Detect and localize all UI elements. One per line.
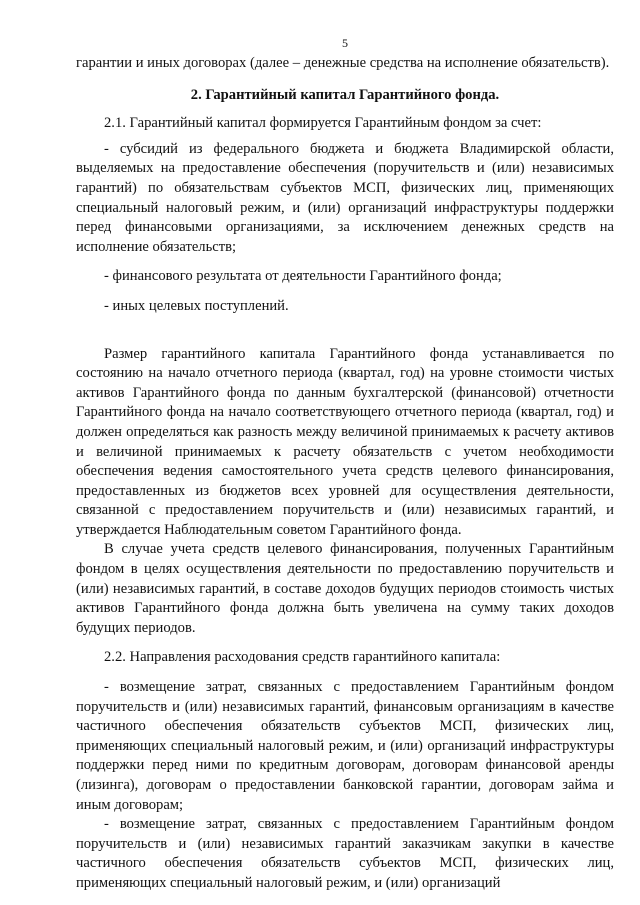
spending-item-procurement-customers: - возмещение затрат, связанных с предоставлением Гарантийным фондом поручительств и (или) независимых гарантий заказчикам закупки в качестве частичного обеспечения обязательств субъектов МСП, физических лиц, применяющих специальный налоговый режим, и (или) организаций: [76, 816, 614, 891]
source-item-subsidies: - субсидий из федерального бюджета и бюджета Владимирской области, выделяемых на предоставление обеспечения (поручительств и (или) независимых гарантий) по обязательствам субъектов МСП, физических лиц, применяющих специальный налоговый режим, и (или) организаций инфраструктуры поддержки перед финансовыми организациями, за исключением денежных средств на исполнение обязательств;: [76, 140, 614, 255]
source-item-other-receipts: - иных целевых поступлений.: [104, 297, 289, 314]
page-number: 5: [342, 36, 348, 50]
clause-2-2: 2.2. Направления расходования средств гарантийного капитала:: [104, 649, 501, 666]
intro-continuation-paragraph: гарантии и иных договорах (далее – денежные средства на исполнение обязательств).: [76, 55, 610, 71]
spending-item-financial-orgs: - возмещение затрат, связанных с предоставлением Гарантийным фондом поручительств и (или) независимых гарантий, финансовым организациям в качестве частичного обеспечения обязательств субъектов МСП, физических лиц, применяющих специальный налоговый режим, и (или) организаций инфраструктуры поддержки перед ними по кредитным договорам, договорам финансовой аренды (лизинга), договорам о предоставлении банковской гарантии, договорам займа и иным договорам;: [76, 679, 614, 813]
section-heading: 2. Гарантийный капитал Гарантийного фонда.: [190, 86, 500, 103]
source-item-financial-result: - финансового результата от деятельности Гарантийного фонда;: [104, 268, 502, 285]
clause-2-1: 2.1. Гарантийный капитал формируется Гарантийным фондом за счет:: [104, 115, 542, 132]
target-funding-paragraph: В случае учета средств целевого финансирования, полученных Гарантийным фондом в целях осуществления деятельности по предоставлению поручительств и (или) независимых гарантий, в составе доходов будущих периодов стоимость чистых активов Гарантийного фонда должна быть увеличена на сумму таких доходов будущих периодов.: [76, 541, 614, 636]
capital-size-paragraph: Размер гарантийного капитала Гарантийного фонда устанавливается по состоянию на начало отчетного периода (квартал, год) на уровне стоимости чистых активов Гарантийного фонда по данным бухгалтерской (финансовой) отчетности Гарантийного фонда на начало соответствующего отчетного периода (квартал, год) и должен определяться как разность между величиной принимаемых к расчету активов и величиной принимаемых к расчету обязательств с учетом необходимости обеспечения ведения самостоятельного учета средств целевого финансирования, предоставленных из бюджетов всех уровней для осуществления деятельности, связанной с предоставлением поручительств и (или) независимых гарантий, и утверждается Наблюдательным советом Гарантийного фонда.: [76, 345, 614, 538]
